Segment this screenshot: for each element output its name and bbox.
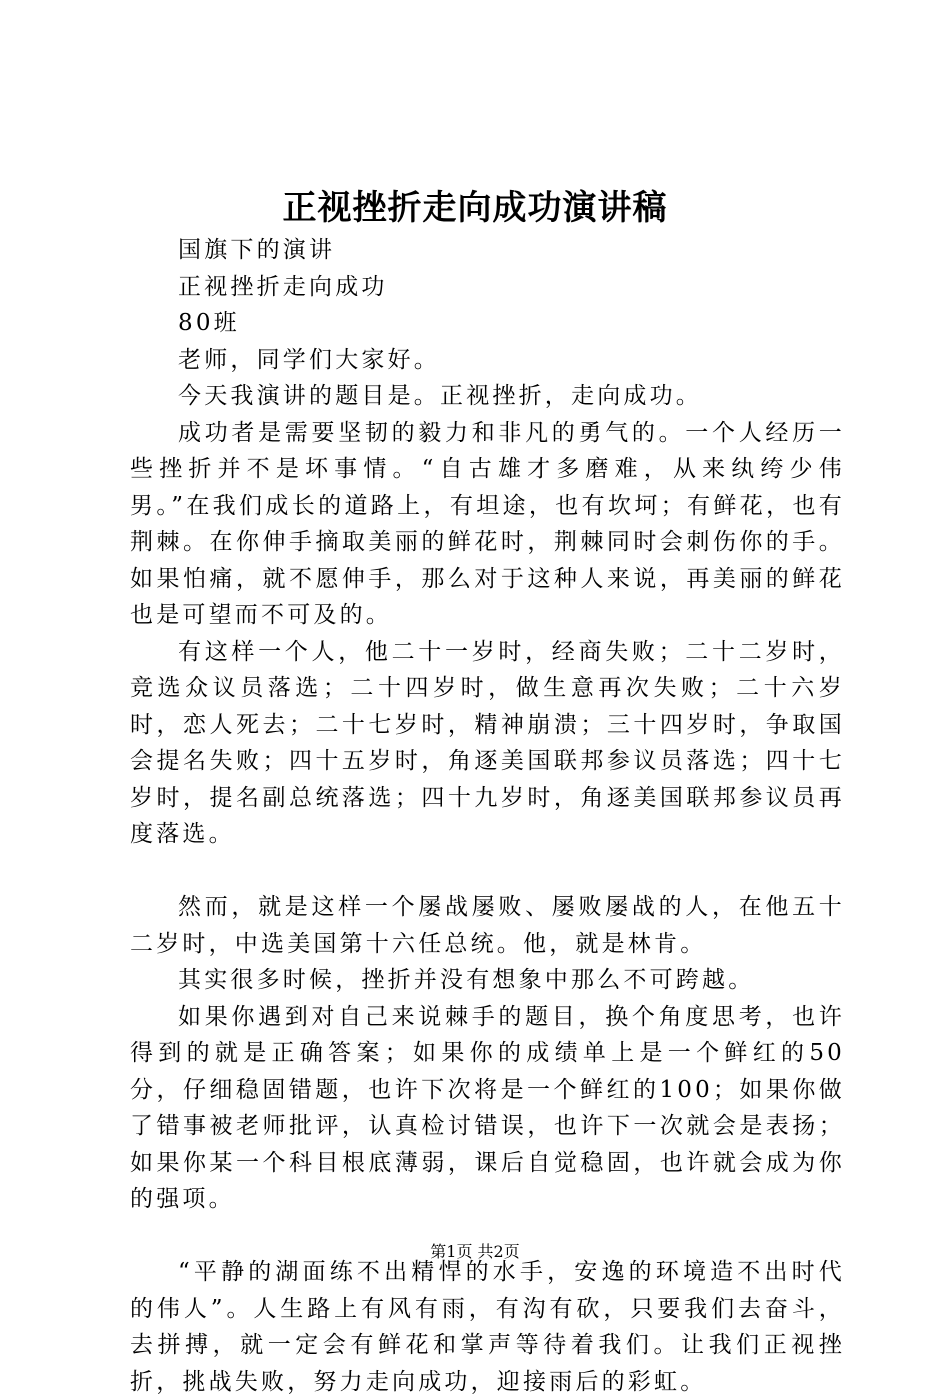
paragraph-greeting: 老师，同学们大家好。 (178, 346, 440, 373)
page-footer: 第1页 共2页 (430, 1242, 520, 1261)
paragraph-not-insurmountable: 其实很多时候，挫折并没有想象中那么不可跨越。 (178, 967, 755, 993)
document-title: 正视挫折走向成功演讲稿 (282, 188, 668, 228)
paragraph-occasion: 国旗下的演讲 (178, 237, 336, 263)
document-body (130, 232, 845, 1400)
paragraph-conclusion: “平静的湖面练不出精悍的水手，安逸的环境造不出时代的伟人”。人生路上有风有雨，有沟有砍，只要我们去奋斗，去拼搏，就一定会有鲜花和掌声等待着我们。让我们正视挫折，挑战失败，努力走向成功，迎接雨后的彩虹。 (130, 1259, 845, 1395)
paragraph-topic: 正视挫折走向成功 (178, 273, 388, 300)
paragraph-success-courage: 成功者是需要坚韧的毅力和非凡的勇气的。一个人经历一些挫折并不是坏事情。“自古雄才多磨难，从来纨绔少伟男。”在我们成长的道路上，有坦途，也有坎坷；有鲜花，也有荆棘。在你伸手摘取美丽的鲜花时，荆棘同时会刺伤你的手。如果怕痛，就不愿伸手，那么对于这种人来说，再美丽的鲜花也是可望而不可及的。 (130, 419, 845, 628)
paragraph-lincoln-failures: 有这样一个人，他二十一岁时，经商失败；二十二岁时，竞选众议员落选；二十四岁时，做生意再次失败；二十六岁时，恋人死去；二十七岁时，精神崩溃；三十四岁时，争取国会提名失败；四十五岁时，角逐美国联邦参议员落选；四十七岁时，提名副总统落选；四十九岁时，角逐美国联邦参议员再度落选。 (130, 638, 845, 847)
paragraph-intro: 今天我演讲的题目是。正视挫折，走向成功。 (178, 383, 702, 409)
paragraph-examples: 如果你遇到对自己来说棘手的题目，换个角度思考，也许得到的就是正确答案；如果你的成绩单上是一个鲜红的50分，仔细稳固错题，也许下次将是一个鲜红的100；如果你做了错事被老师批评，认真检讨错误，也许下一次就会是表扬；如果你某一个科目根底薄弱，课后自觉稳固，也许就会成为你的强项。 (130, 1003, 845, 1212)
paragraph-lincoln-success: 然而，就是这样一个屡战屡败、屡败屡战的人，在他五十二岁时，中选美国第十六任总统。他，就是林肯。 (130, 894, 845, 957)
paragraph-class: 80班 (178, 310, 240, 336)
